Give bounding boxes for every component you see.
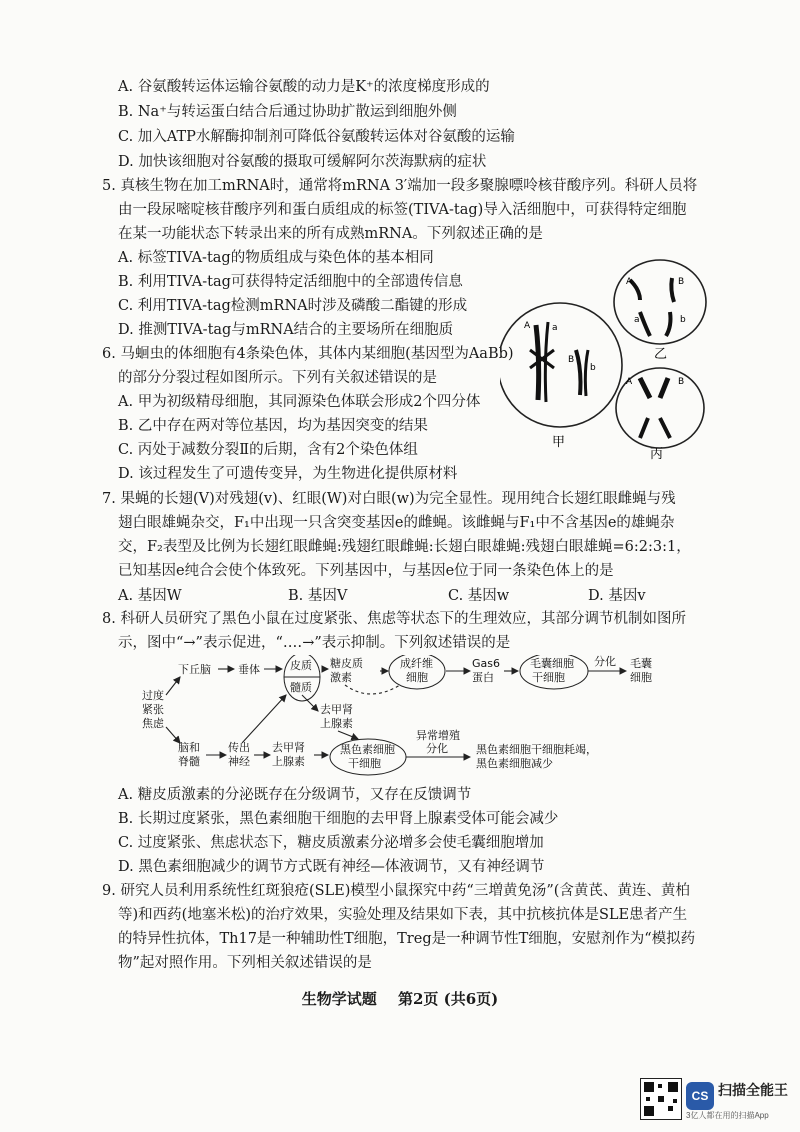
node-ne-nerve-1: 去甲肾: [272, 741, 305, 754]
svg-text:A: A: [626, 377, 633, 387]
node-hair-stem-1: 毛囊细胞: [530, 657, 574, 670]
node-stress-3: 焦虑: [142, 717, 164, 730]
q6-option-a: A. 甲为初级精母细胞，其同源染色体联会形成2个四分体: [118, 394, 481, 410]
q4-option-a: A. 谷氨酸转运体运输谷氨酸的动力是K⁺的浓度梯度形成的: [118, 79, 490, 95]
q7-option-c: C. 基因w: [448, 588, 510, 604]
q7-stem-line1: 7. 果蝇的长翅(V)对残翅(v)、红眼(W)对白眼(w)为完全显性。现用纯合长翅红眼雌蝇与残: [102, 491, 676, 507]
node-stress-2: 紧张: [142, 703, 164, 716]
node-result-1: 黑色素细胞干细胞耗竭，: [476, 743, 597, 756]
q9-stem-line1: 9. 研究人员利用系统性红斑狼疮(SLE)模型小鼠探究中药“三増黄免汤”(含黄芪、黄连、黄柏: [102, 883, 690, 899]
q6-option-b: B. 乙中存在两对等位基因，均为基因突变的结果: [118, 418, 428, 434]
cell-bing: [616, 368, 704, 460]
camscanner-name: 扫描全能王: [718, 1082, 788, 1098]
node-melano-stem-1: 黑色素细胞: [340, 743, 395, 756]
cell-yi: [614, 260, 706, 362]
cell-jia: [500, 303, 622, 450]
node-gas6-2: 蛋白: [472, 671, 494, 684]
label-yi: 乙: [654, 347, 668, 362]
gene-label-A: A: [524, 321, 531, 331]
q4-option-b: B. Na⁺与转运蛋白结合后通过协助扩散运到细胞外侧: [118, 104, 457, 120]
q6-option-c: C. 丙处于减数分裂Ⅱ的后期，含有2个染色体组: [118, 442, 418, 458]
q9-stem-line2: 等)和西药(地塞米松)的治疗效果，实验处理及结果如下表，其中抗核抗体是SLE患者产生: [118, 907, 688, 923]
q7-option-a: A. 基因W: [118, 588, 182, 604]
node-fibroblast-2: 细胞: [406, 671, 428, 684]
footer-page-number: 第2页 (共6页): [397, 990, 499, 1008]
node-hair-cell-2: 细胞: [630, 671, 652, 684]
node-result-2: 黑色素细胞减少: [476, 757, 553, 770]
node-melano-stem-2: 干细胞: [348, 757, 381, 770]
node-cortex: 皮质: [290, 659, 312, 672]
node-glucocorticoid-2: 激素: [330, 671, 352, 684]
q7-stem-line2: 翅白眼雄蝇杂交，F₁中出现一只含突变基因e的雌蝇。该雌蝇与F₁中不含基因e的雄蝇杂: [118, 515, 675, 531]
inhibition-arrow: [345, 685, 400, 694]
page-footer: [0, 988, 800, 1009]
q8-option-d: D. 黑色素细胞减少的调节方式既有神经—体液调节，又有神经调节: [118, 859, 545, 875]
camscanner-tagline: 3亿人都在用的扫描App: [686, 1111, 769, 1120]
node-medulla: 髓质: [290, 681, 312, 694]
q8-stem-line2: 示，图中“→”表示促进，“‥‥→”表示抑制。下列叙述错误的是: [118, 635, 511, 651]
q5-stem-line3: 在某一功能状态下转录出来的所有成熟mRNA。下列叙述正确的是: [118, 226, 543, 242]
q6-stem-line2: 的部分分裂过程如图所示。下列有关叙述错误的是: [118, 370, 437, 386]
node-brain-2: 脊髓: [178, 755, 200, 768]
q5-option-b: B. 利用TIVA-tag可获得特定活细胞中的全部遗传信息: [118, 274, 463, 290]
q8-option-a: A. 糖皮质激素的分泌既存在分级调节，又存在反馈调节: [118, 787, 472, 803]
node-efferent-1: 传出: [228, 741, 250, 754]
svg-text:B: B: [678, 277, 685, 287]
q5-option-a: A. 标签TIVA-tag的物质组成与染色体的基本相同: [118, 250, 434, 266]
gene-label-B: B: [568, 355, 575, 365]
camscanner-logo: CS: [686, 1082, 714, 1110]
label-abnormal-2: 分化: [426, 742, 448, 755]
node-ne-nerve-2: 上腺素: [272, 755, 305, 768]
node-efferent-2: 神经: [228, 755, 250, 768]
q8-option-b: B. 长期过度紧张，黑色素细胞干细胞的去甲肾上腺素受体可能会减少: [118, 811, 559, 827]
label-prolif-diff-2: 分化: [594, 655, 616, 668]
node-brain-1: 脑和: [178, 741, 200, 754]
q8-stem-line1: 8. 科研人员研究了黑色小鼠在过度紧张、焦虑等状态下的生理效应，其部分调节机制如图所: [102, 611, 686, 627]
q9-stem-line3: 的特异性抗体，Th17是一种辅助性T细胞，Treg是一种调节性T细胞，安慰剂作为“模拟药: [118, 931, 696, 947]
q7-option-d: D. 基因v: [588, 588, 646, 604]
node-ne-adrenal-2: 上腺素: [320, 717, 353, 730]
q5-option-c: C. 利用TIVA-tag检测mRNA时涉及磷酸二酯键的形成: [118, 298, 468, 314]
node-hypothalamus: 下丘脑: [178, 663, 211, 676]
node-stress-1: 过度: [142, 689, 164, 702]
svg-text:b: b: [680, 315, 686, 325]
node-hair-stem-2: 干细胞: [532, 671, 565, 684]
node-gas6-1: Gas6: [472, 657, 500, 670]
q6-stem-line1: 6. 马蛔虫的体细胞有4条染色体，其体内某细胞(基因型为AaBb): [102, 346, 514, 362]
q7-option-b: B. 基因V: [288, 588, 348, 604]
svg-text:a: a: [634, 315, 640, 325]
q7-stem-line4: 已知基因e纯合会使个体致死。下列基因中，与基因e位于同一条染色体上的是: [118, 563, 614, 579]
node-ne-adrenal-1: 去甲肾: [320, 703, 353, 716]
regulation-diagram: [130, 655, 690, 780]
q8-option-c: C. 过度紧张、焦虑状态下，糖皮质激素分泌增多会使毛囊细胞增加: [118, 835, 544, 851]
q5-stem-line2: 由一段尿嘧啶核苷酸序列和蛋白质组成的标签(TIVA-tag)导入活细胞中，可获得特定细胞: [118, 202, 687, 218]
q7-stem-line3: 交，F₂表型及比例为长翅红眼雌蝇:残翅红眼雌蝇:长翅白眼雄蝇:残翅白眼雄蝇=6:2:3:1，: [118, 539, 691, 555]
gene-label-b: b: [590, 363, 596, 373]
cell-division-figure: [500, 250, 720, 460]
svg-text:B: B: [678, 377, 685, 387]
q4-option-c: C. 加入ATP水解酶抑制剂可降低谷氨酸转运体对谷氨酸的运输: [118, 129, 515, 145]
q5-option-d: D. 推测TIVA-tag与mRNA结合的主要场所在细胞质: [118, 322, 454, 338]
gene-label-a: a: [552, 323, 558, 333]
q4-option-d: D. 加快该细胞对谷氨酸的摄取可缓解阿尔茨海默病的症状: [118, 154, 487, 170]
q6-option-d: D. 该过程发生了可遗传变异，为生物进化提供原材料: [118, 466, 458, 482]
label-jia: 甲: [552, 435, 566, 450]
node-pituitary: 垂体: [238, 663, 260, 676]
node-fibroblast-1: 成纤维: [400, 657, 433, 670]
node-glucocorticoid-1: 糖皮质: [330, 657, 363, 670]
qr-code-icon: [640, 1078, 682, 1120]
q5-stem-line1: 5. 真核生物在加工mRNA时，通常将mRNA 3′端加一段多聚腺嘌呤核苷酸序列。科研人员将: [102, 178, 698, 194]
label-abnormal-1: 异常增殖: [416, 729, 460, 742]
label-bing: 丙: [650, 447, 664, 460]
footer-subject: 生物学试题: [301, 990, 377, 1008]
svg-text:A: A: [626, 277, 633, 287]
node-hair-cell-1: 毛囊: [630, 657, 652, 670]
q9-stem-line4: 物”起对照作用。下列相关叙述错误的是: [118, 955, 372, 971]
